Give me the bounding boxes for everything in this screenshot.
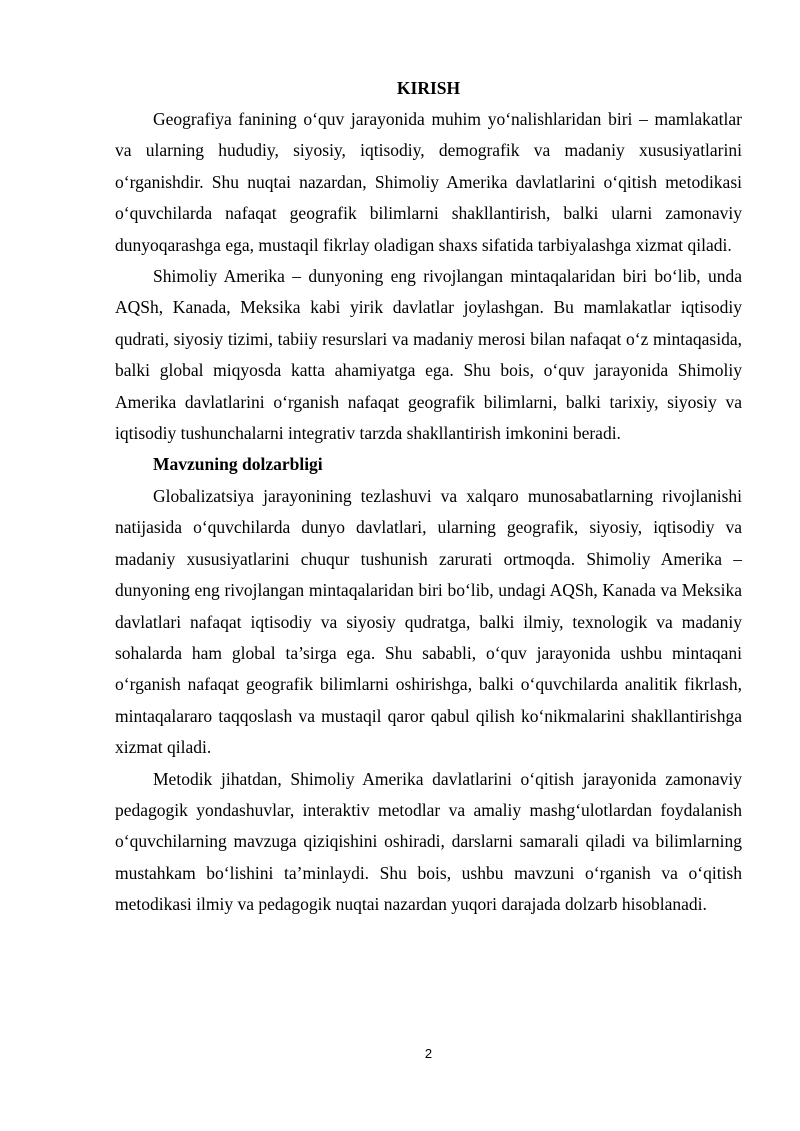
relevance-paragraph-2: Metodik jihatdan, Shimoliy Amerika davlatlarini o‘qitish jarayonida zamonaviy pedagogik yondashuvlar, interaktiv metodlar va amaliy mashg‘ulotlardan foydalanish o‘quvchilarning mavzuga qiziqishini oshiradi, darslarni samarali qiladi va bilimlarning mustahkam bo‘lishini ta’minlaydi. Shu bois, ushbu mavzuni o‘rganish va o‘qitish metodikasi ilmiy va pedagogik nuqtai nazardan yuqori darajada dolzarb hisoblanadi. [115, 768, 742, 915]
document-page [115, 72, 742, 921]
relevance-subheading: Mavzuning dolzarbligi [153, 454, 323, 475]
section-heading: KIRISH [396, 78, 461, 98]
relevance-paragraph-1: Globalizatsiya jarayonining tezlashuvi va xalqaro munosabatlarning rivojlanishi natijasida o‘quvchilarda dunyo davlatlari, ularning geografik, siyosiy, iqtisodiy va madaniy xususiyatlarini chuqur tushunish zarurati ortmoqda. Shimoliy Amerika – dunyoning eng rivojlangan mintaqalaridan biri bo‘lib, undagi AQSh, Kanada va Meksika davlatlari nafaqat iqtisodiy va siyosiy qudratga, balki ilmiy, texnologik va madaniy sohalarda ham global ta’sirga ega. Shu sababli, o‘quv jarayonida ushbu mintaqani o‘rganish nafaqat geografik bilimlarni oshirishga, balki o‘quvchilarda analitik fikrlash, mintaqalararo taqqoslash va mustaqil qaror qabul qilish ko‘nikmalarini shakllantirishga xizmat qiladi. [115, 485, 742, 758]
intro-paragraph-1: Geografiya fanining o‘quv jarayonida muhim yo‘nalishlaridan biri – mamlakatlar va ularning hududiy, siyosiy, iqtisodiy, demografik va madaniy xususiyatlarini o‘rganishdir. Shu nuqtai nazardan, Shimoliy Amerika davlatlarini o‘qitish metodikasi o‘quvchilarda nafaqat geografik bilimlarni shakllantirish, balki ularni zamonaviy dunyoqarashga ega, mustaqil fikrlay oladigan shaxs sifatida tarbiyalashga xizmat qiladi. [115, 109, 742, 255]
intro-paragraph-2: Shimoliy Amerika – dunyoning eng rivojlangan mintaqalaridan biri bo‘lib, unda AQSh, Kanada, Meksika kabi yirik davlatlar joylashgan. Bu mamlakatlar iqtisodiy qudrati, siyosiy tizimi, tabiiy resurslari va madaniy merosi bilan nafaqat o‘z mintaqasida, balki global miqyosda katta ahamiyatga ega. Shu bois, o‘quv jarayonida Shimoliy Amerika davlatlarini o‘rganish nafaqat geografik bilimlarni, balki tarixiy, siyosiy va iqtisodiy tushunchalarni integrativ tarzda shakllantirish imkonini beradi. [115, 266, 742, 444]
page-number: 2 [424, 1046, 433, 1061]
